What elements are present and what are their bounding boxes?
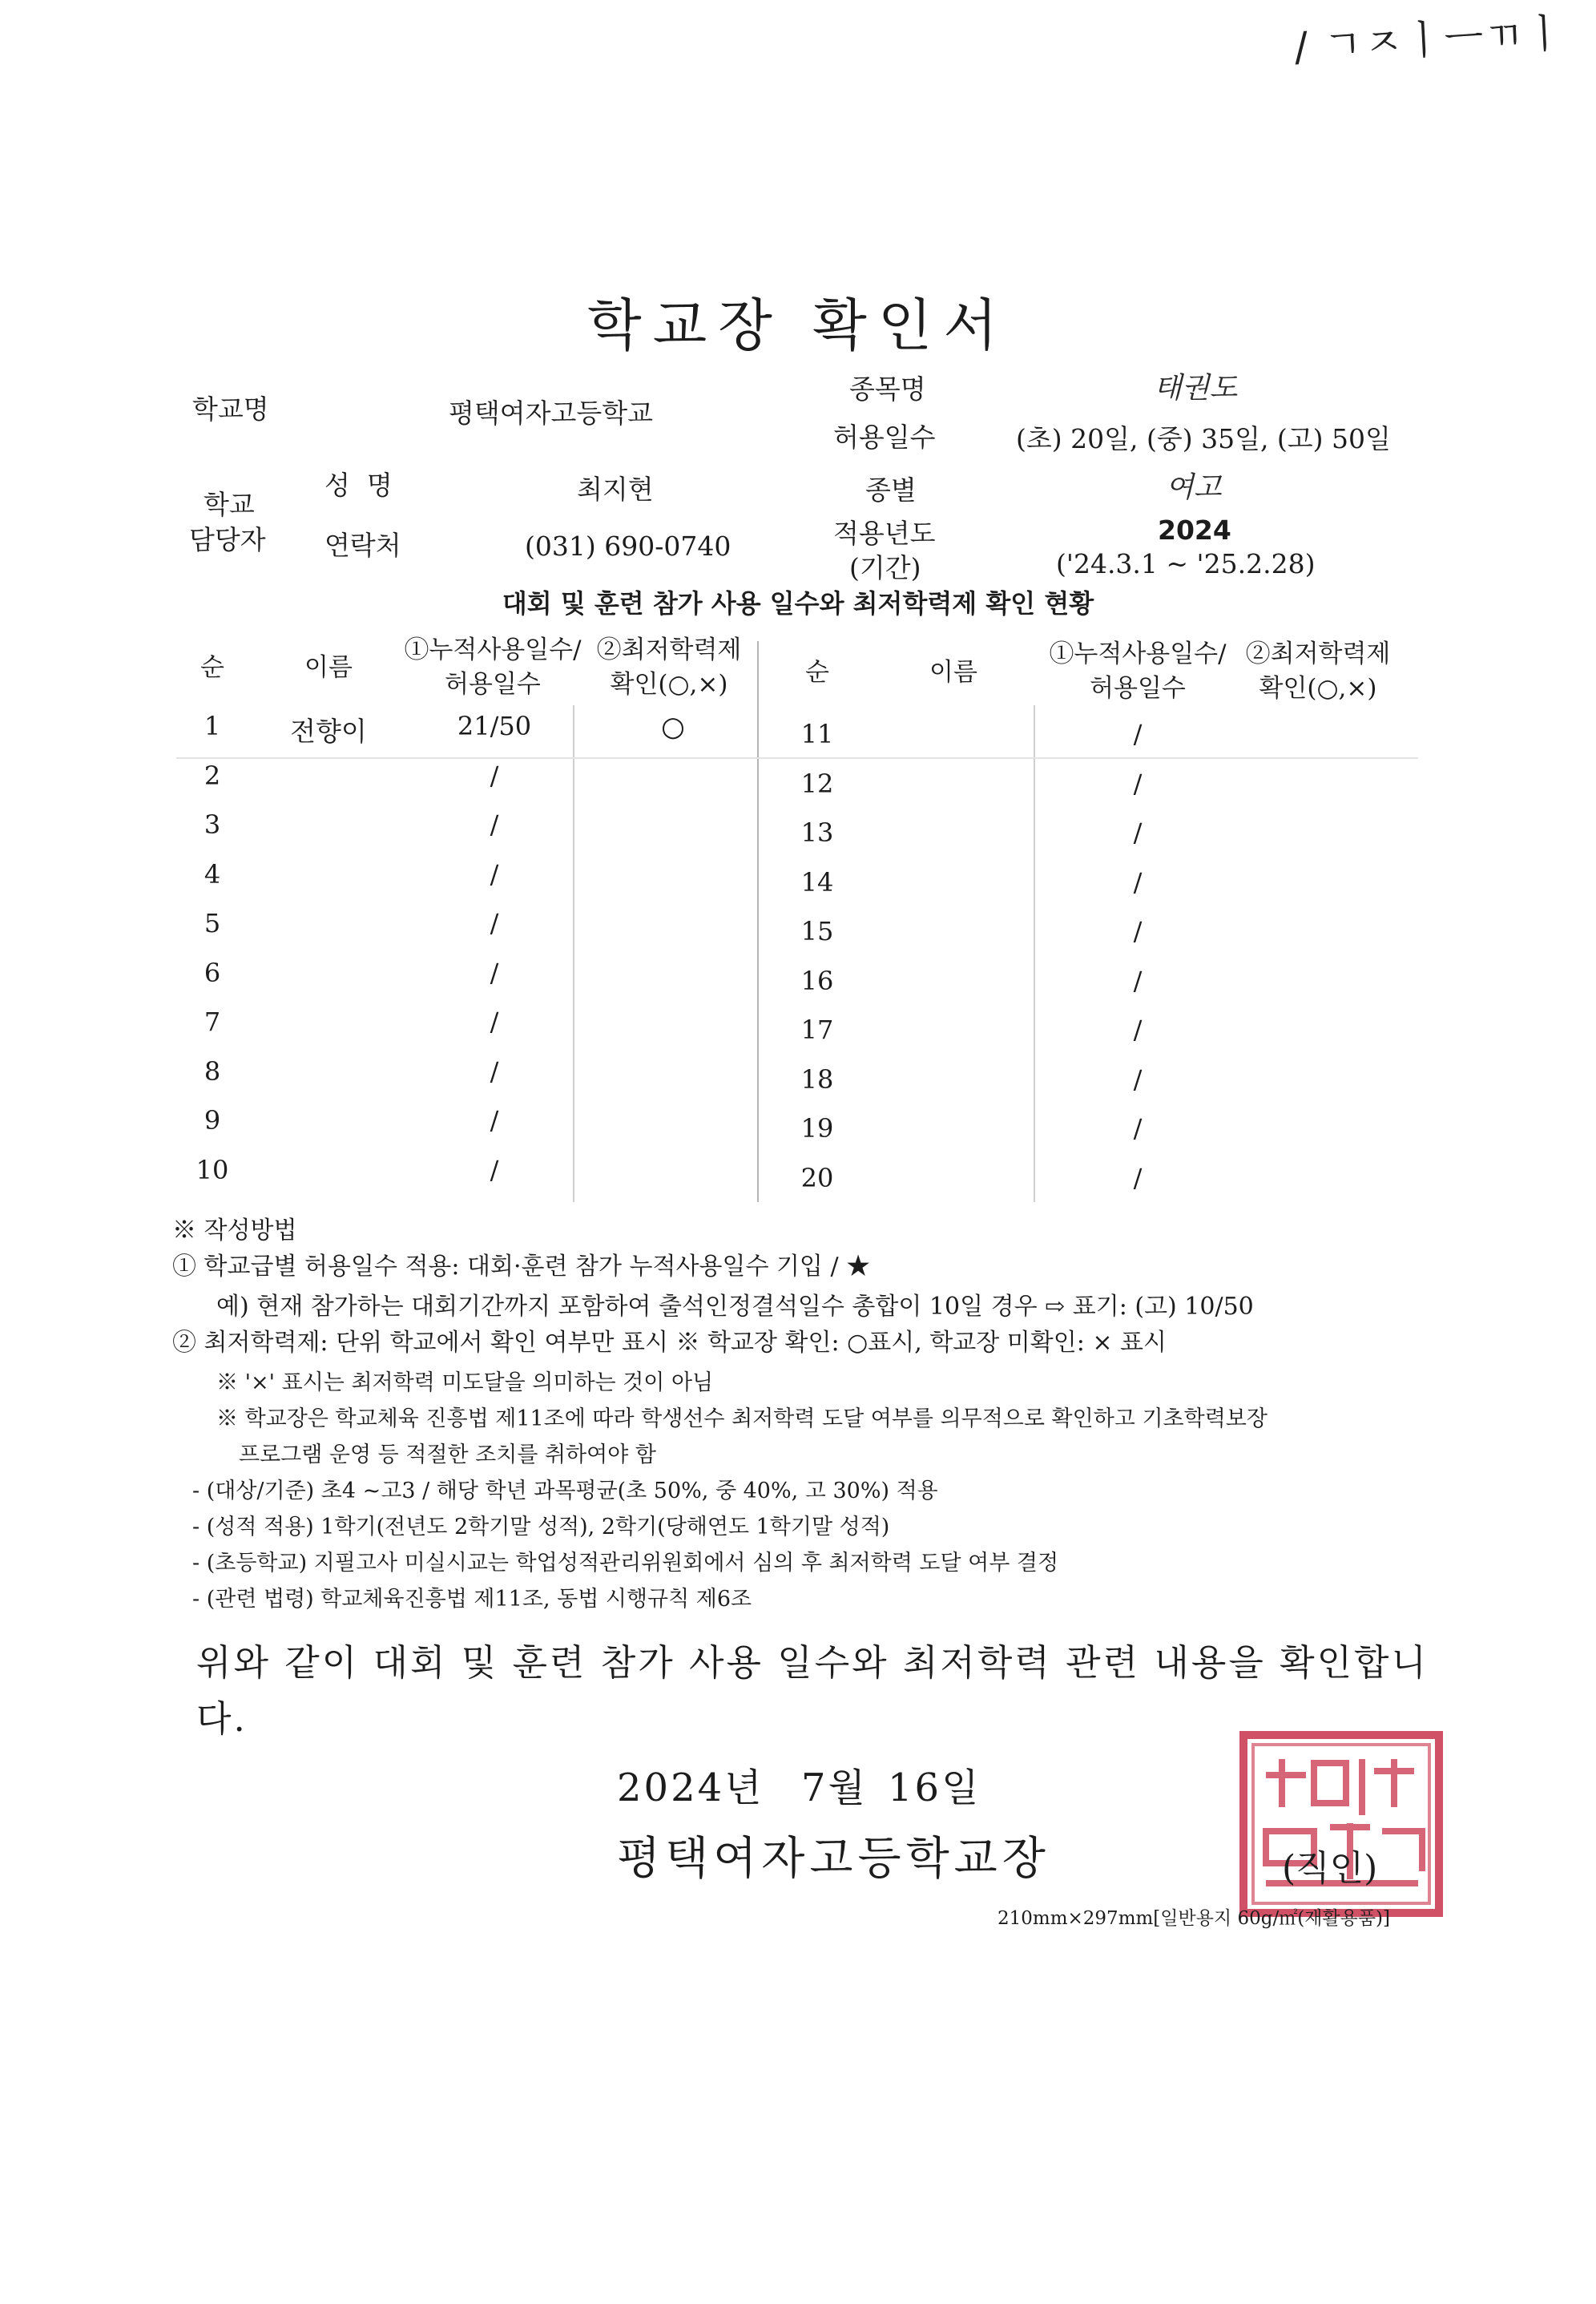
row-number: 3 xyxy=(204,809,221,840)
allowed-days-label: 허용일수 xyxy=(833,422,936,453)
date-year: 2024년 xyxy=(617,1765,764,1810)
header-name-left: 이름 xyxy=(304,653,353,682)
row-days: / xyxy=(1133,719,1143,749)
school-name-label: 학교명 xyxy=(192,393,269,425)
instruction-line: ① 학교급별 허용일수 적용: 대회·훈련 참가 누적사용일수 기입 / ★ xyxy=(172,1253,871,1281)
header-check-left: ②최저학력제 확인(○,×) xyxy=(596,636,742,699)
instruction-line: - (성적 적용) 1학기(전년도 2학기말 성적), 2학기(당해연도 1학기말 성적) xyxy=(192,1515,890,1539)
allowed-days-value: (초) 20일, (중) 35일, (고) 50일 xyxy=(1016,423,1391,454)
confirmation-text: 위와 같이 대회 및 훈련 참가 사용 일수와 최저학력 관련 내용을 확인합니다. xyxy=(196,1641,1429,1740)
row-days: 21/50 xyxy=(457,711,532,741)
row-number: 2 xyxy=(204,760,221,791)
grid-line xyxy=(176,757,1418,759)
row-number: 6 xyxy=(204,957,221,988)
contact-name-value: 최지현 xyxy=(577,474,654,505)
contact-phone-value: (031) 690-0740 xyxy=(525,531,732,562)
contact-name-label: 성 명 xyxy=(324,470,393,501)
seal-stamp-icon xyxy=(1234,1727,1450,1919)
row-days: / xyxy=(490,908,499,938)
corner-handwritten-mark: / ㄱㅈㅣㅡㄲㅣ xyxy=(1292,10,1567,71)
official-seal xyxy=(1234,1727,1450,1919)
principal-title: 평택여자고등학교장 xyxy=(617,1833,1050,1885)
sport-value: 태권도 xyxy=(1154,372,1238,405)
header-days-right: ①누적사용일수/ 허용일수 xyxy=(1049,640,1227,703)
row-days: / xyxy=(490,809,499,840)
header-check-right: ②최저학력제 확인(○,×) xyxy=(1245,640,1391,703)
date-month: 7월 xyxy=(801,1765,868,1810)
instruction-line: - (초등학교) 지필고사 미실시교는 학업성적관리위원회에서 심의 후 최저학력 도달 여부 결정 xyxy=(192,1551,1059,1576)
instruction-line: ※ 작성방법 xyxy=(172,1217,297,1245)
row-days: / xyxy=(490,858,499,890)
year-value: 2024 xyxy=(1158,514,1231,546)
row-number: 16 xyxy=(800,965,834,996)
row-days: / xyxy=(1133,768,1143,799)
category-label: 종별 xyxy=(865,474,917,506)
row-days: / xyxy=(490,1154,499,1185)
category-value: 여고 xyxy=(1166,471,1222,504)
row-number: 11 xyxy=(800,719,834,749)
year-label-line1: 적용년도 xyxy=(833,518,936,549)
row-number: 4 xyxy=(204,858,221,890)
year-label-line2: (기간) xyxy=(849,552,921,583)
row-days: / xyxy=(1133,1113,1143,1144)
row-number: 1 xyxy=(204,711,221,741)
row-number: 5 xyxy=(204,908,221,938)
header-days-left: ①누적사용일수/ 허용일수 xyxy=(404,636,582,699)
instruction-line: - (대상/기준) 초4 ~고3 / 해당 학년 과목평균(초 50%, 중 40%, 고 30%) 적용 xyxy=(192,1479,938,1503)
paper-spec: 210mm×297mm[일반용지 60g/㎡(재활용품)] xyxy=(998,1908,1390,1929)
instruction-line: ※ 학교장은 학교체육 진흥법 제11조에 따라 학생선수 최저학력 도달 여부를 의무적으로 확인하고 기초학력보장 xyxy=(216,1406,1268,1431)
row-days: / xyxy=(1133,1162,1143,1193)
row-days: / xyxy=(1133,965,1143,996)
date-day: 16일 xyxy=(888,1765,981,1810)
row-days: / xyxy=(490,957,499,988)
header-no-right: 순 xyxy=(805,658,829,687)
row-days: / xyxy=(490,760,499,791)
row-days: / xyxy=(1133,817,1143,848)
header-no-left: 순 xyxy=(200,653,224,682)
contact-phone-label: 연락처 xyxy=(324,530,401,561)
instruction-line: 프로그램 운영 등 적절한 조치를 취하여야 함 xyxy=(239,1443,656,1467)
row-name: 전향이 xyxy=(290,716,367,747)
year-period: ('24.3.1 ~ '25.2.28) xyxy=(1056,548,1316,579)
row-number: 14 xyxy=(800,866,834,898)
sport-label: 종목명 xyxy=(849,373,926,405)
row-number: 18 xyxy=(800,1063,834,1095)
row-number: 7 xyxy=(204,1007,221,1037)
row-days: / xyxy=(1133,866,1143,898)
instruction-line: ※ '×' 표시는 최저학력 미도달을 의미하는 것이 아님 xyxy=(216,1370,714,1395)
contact-label-line1: 학교 xyxy=(204,489,255,520)
row-check: ○ xyxy=(661,711,685,743)
row-number: 10 xyxy=(195,1154,229,1185)
instruction-line: - (관련 법령) 학교체육진흥법 제11조, 동법 시행규칙 제6조 xyxy=(192,1587,752,1612)
header-name-right: 이름 xyxy=(929,658,977,687)
contact-label-line2: 담당자 xyxy=(189,524,266,555)
instruction-line: 예) 현재 참가하는 대회기간까지 포함하여 출석인정결석일수 총합이 10일 경우 ⇨ 표기: (고) 10/50 xyxy=(216,1293,1254,1321)
row-number: 20 xyxy=(800,1162,834,1193)
row-number: 13 xyxy=(800,817,834,848)
row-number: 17 xyxy=(800,1015,834,1045)
seal-label: (직인) xyxy=(1282,1848,1378,1889)
row-days: / xyxy=(1133,1015,1143,1045)
section-title: 대회 및 훈련 참가 사용 일수와 최저학력제 확인 현황 xyxy=(502,588,1094,619)
row-number: 12 xyxy=(800,768,834,799)
row-number: 19 xyxy=(800,1113,834,1144)
row-days: / xyxy=(1133,1063,1143,1095)
row-days: / xyxy=(490,1007,499,1037)
grid-line xyxy=(1034,705,1035,1202)
document-title: 학교장 확인서 xyxy=(587,293,1009,358)
row-days: / xyxy=(490,1105,499,1136)
row-number: 15 xyxy=(800,916,834,946)
row-number: 8 xyxy=(204,1055,221,1087)
instruction-line: ② 최저학력제: 단위 학교에서 확인 여부만 표시 ※ 학교장 확인: ○표시, 학교장 미확인: × 표시 xyxy=(172,1329,1167,1357)
row-days: / xyxy=(1133,916,1143,946)
school-name-value: 평택여자고등학교 xyxy=(449,397,654,429)
row-days: / xyxy=(490,1055,499,1087)
row-number: 9 xyxy=(204,1105,221,1136)
